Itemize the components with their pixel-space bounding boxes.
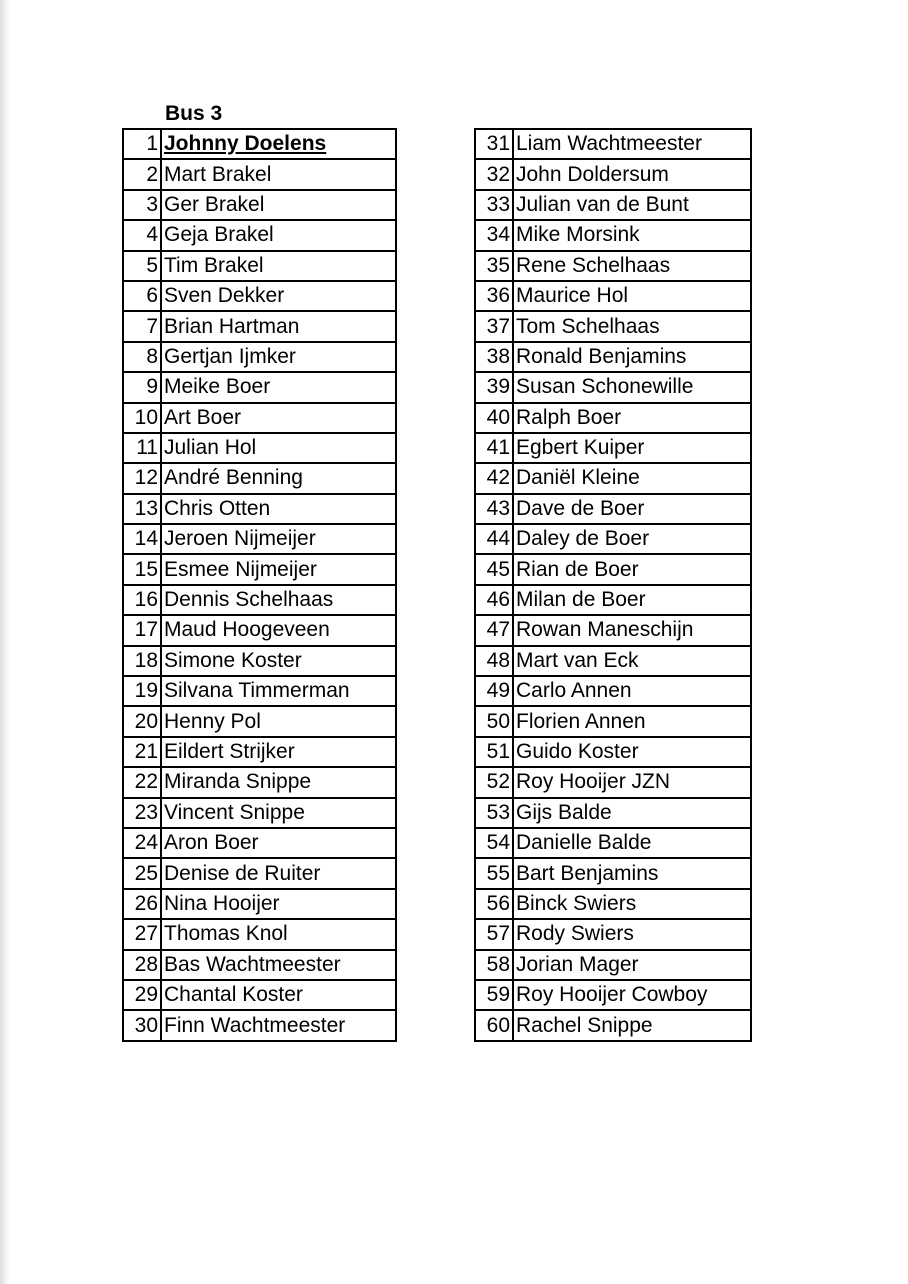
table-row — [123, 372, 396, 402]
seat-number: 10 — [123, 403, 161, 433]
passenger-name: Maud Hoogeveen — [161, 615, 396, 645]
table-row — [123, 950, 396, 980]
table-row — [123, 554, 396, 584]
passenger-name: Finn Wachtmeester — [161, 1010, 396, 1040]
table-row — [475, 798, 751, 828]
seat-number: 12 — [123, 463, 161, 493]
table-row — [475, 281, 751, 311]
seat-number: 27 — [123, 919, 161, 949]
table-row — [475, 706, 751, 736]
passenger-name: John Doldersum — [513, 159, 751, 189]
table-row — [475, 494, 751, 524]
table-row — [475, 220, 751, 250]
seat-number: 49 — [475, 676, 513, 706]
passenger-name: Rian de Boer — [513, 554, 751, 584]
passenger-name: Chris Otten — [161, 494, 396, 524]
seat-number: 2 — [123, 159, 161, 189]
table-row — [123, 919, 396, 949]
page-title: Bus 3 — [165, 102, 223, 125]
seat-number: 38 — [475, 342, 513, 372]
passenger-name: Dave de Boer — [513, 494, 751, 524]
seat-number: 43 — [475, 494, 513, 524]
passenger-name: Simone Koster — [161, 646, 396, 676]
passenger-name: Esmee Nijmeijer — [161, 554, 396, 584]
seat-number: 58 — [475, 950, 513, 980]
seat-number: 50 — [475, 706, 513, 736]
seat-number: 31 — [475, 129, 513, 159]
seat-number: 52 — [475, 767, 513, 797]
table-row — [475, 1010, 751, 1040]
seat-number: 55 — [475, 858, 513, 888]
seat-number: 20 — [123, 706, 161, 736]
table-row — [475, 585, 751, 615]
passenger-table-right — [474, 128, 752, 1042]
seat-number: 16 — [123, 585, 161, 615]
passenger-name: Maurice Hol — [513, 281, 751, 311]
table-row — [123, 646, 396, 676]
table-row — [475, 311, 751, 341]
seat-number: 3 — [123, 190, 161, 220]
table-row — [123, 889, 396, 919]
seat-number: 8 — [123, 342, 161, 372]
table-row — [475, 737, 751, 767]
passenger-name: Brian Hartman — [161, 311, 396, 341]
table-row — [123, 615, 396, 645]
table-row — [123, 676, 396, 706]
passenger-name: Eildert Strijker — [161, 737, 396, 767]
table-row — [123, 585, 396, 615]
passenger-name: Milan de Boer — [513, 585, 751, 615]
table-row — [123, 463, 396, 493]
table-row — [475, 403, 751, 433]
passenger-name: Mike Morsink — [513, 220, 751, 250]
passenger-table-left-body — [123, 129, 396, 1041]
seat-number: 28 — [123, 950, 161, 980]
table-row — [123, 342, 396, 372]
table-row — [475, 767, 751, 797]
seat-number: 48 — [475, 646, 513, 676]
table-row — [123, 220, 396, 250]
table-row — [123, 798, 396, 828]
seat-number: 33 — [475, 190, 513, 220]
passenger-name: Meike Boer — [161, 372, 396, 402]
passenger-table-left — [122, 128, 397, 1042]
table-row — [475, 919, 751, 949]
seat-number: 24 — [123, 828, 161, 858]
passenger-name: Geja Brakel — [161, 220, 396, 250]
table-row — [475, 889, 751, 919]
passenger-name: Thomas Knol — [161, 919, 396, 949]
table-row — [123, 129, 396, 159]
seat-number: 13 — [123, 494, 161, 524]
passenger-name: Tim Brakel — [161, 251, 396, 281]
passenger-name: Egbert Kuiper — [513, 433, 751, 463]
table-row — [475, 646, 751, 676]
seat-number: 41 — [475, 433, 513, 463]
table-row — [475, 190, 751, 220]
passenger-name: Ger Brakel — [161, 190, 396, 220]
passenger-name: Rody Swiers — [513, 919, 751, 949]
seat-number: 14 — [123, 524, 161, 554]
passenger-name: Bart Benjamins — [513, 858, 751, 888]
passenger-name: Jeroen Nijmeijer — [161, 524, 396, 554]
passenger-name: Silvana Timmerman — [161, 676, 396, 706]
seat-number: 42 — [475, 463, 513, 493]
seat-number: 15 — [123, 554, 161, 584]
passenger-name: Danielle Balde — [513, 828, 751, 858]
table-row — [123, 767, 396, 797]
passenger-name: Art Boer — [161, 403, 396, 433]
table-row — [475, 129, 751, 159]
seat-number: 29 — [123, 980, 161, 1010]
seat-number: 19 — [123, 676, 161, 706]
table-row — [123, 828, 396, 858]
seat-number: 34 — [475, 220, 513, 250]
seat-number: 37 — [475, 311, 513, 341]
passenger-name: Rachel Snippe — [513, 1010, 751, 1040]
passenger-name: Sven Dekker — [161, 281, 396, 311]
passenger-name: Roy Hooijer JZN — [513, 767, 751, 797]
table-row — [123, 251, 396, 281]
passenger-name: Dennis Schelhaas — [161, 585, 396, 615]
seat-number: 39 — [475, 372, 513, 402]
table-row — [123, 494, 396, 524]
seat-number: 35 — [475, 251, 513, 281]
seat-number: 5 — [123, 251, 161, 281]
seat-number: 7 — [123, 311, 161, 341]
table-row — [123, 433, 396, 463]
seat-number: 30 — [123, 1010, 161, 1040]
passenger-name: Denise de Ruiter — [161, 858, 396, 888]
passenger-name: Julian Hol — [161, 433, 396, 463]
seat-number: 60 — [475, 1010, 513, 1040]
table-row — [123, 980, 396, 1010]
table-row — [475, 251, 751, 281]
passenger-name: Chantal Koster — [161, 980, 396, 1010]
seat-number: 4 — [123, 220, 161, 250]
seat-number: 54 — [475, 828, 513, 858]
passenger-name: Julian van de Bunt — [513, 190, 751, 220]
passenger-name: Rene Schelhaas — [513, 251, 751, 281]
table-row — [123, 190, 396, 220]
passenger-name: Susan Schonewille — [513, 372, 751, 402]
table-row — [475, 159, 751, 189]
table-row — [475, 342, 751, 372]
table-row — [475, 372, 751, 402]
passenger-name: Daley de Boer — [513, 524, 751, 554]
passenger-name: Vincent Snippe — [161, 798, 396, 828]
seat-number: 26 — [123, 889, 161, 919]
table-row — [123, 706, 396, 736]
passenger-name: Gertjan Ijmker — [161, 342, 396, 372]
table-row — [475, 858, 751, 888]
seat-number: 40 — [475, 403, 513, 433]
passenger-name: Miranda Snippe — [161, 767, 396, 797]
seat-number: 6 — [123, 281, 161, 311]
table-row — [475, 463, 751, 493]
passenger-name: Nina Hooijer — [161, 889, 396, 919]
page-edge-shadow — [0, 0, 10, 1284]
seat-number: 22 — [123, 767, 161, 797]
passenger-name: Jorian Mager — [513, 950, 751, 980]
passenger-name: Binck Swiers — [513, 889, 751, 919]
seat-number: 46 — [475, 585, 513, 615]
table-row — [123, 281, 396, 311]
table-row — [123, 524, 396, 554]
passenger-name: Aron Boer — [161, 828, 396, 858]
passenger-name: Daniël Kleine — [513, 463, 751, 493]
passenger-name: Bas Wachtmeester — [161, 950, 396, 980]
passenger-name: Gijs Balde — [513, 798, 751, 828]
passenger-name: Liam Wachtmeester — [513, 129, 751, 159]
passenger-name: Mart van Eck — [513, 646, 751, 676]
seat-number: 56 — [475, 889, 513, 919]
table-row — [475, 433, 751, 463]
table-row — [123, 1010, 396, 1040]
seat-number: 47 — [475, 615, 513, 645]
seat-number: 59 — [475, 980, 513, 1010]
seat-number: 57 — [475, 919, 513, 949]
seat-number: 11 — [123, 433, 161, 463]
seat-number: 17 — [123, 615, 161, 645]
seat-number: 23 — [123, 798, 161, 828]
seat-number: 1 — [123, 129, 161, 159]
table-row — [123, 737, 396, 767]
passenger-name: Ronald Benjamins — [513, 342, 751, 372]
passenger-name: Guido Koster — [513, 737, 751, 767]
passenger-name: André Benning — [161, 463, 396, 493]
passenger-name: Roy Hooijer Cowboy — [513, 980, 751, 1010]
table-row — [123, 159, 396, 189]
seat-number: 21 — [123, 737, 161, 767]
passenger-name: Tom Schelhaas — [513, 311, 751, 341]
passenger-name: Mart Brakel — [161, 159, 396, 189]
table-row — [123, 858, 396, 888]
seat-number: 25 — [123, 858, 161, 888]
passenger-name: Florien Annen — [513, 706, 751, 736]
passenger-name: Johnny Doelens — [161, 129, 396, 159]
seat-number: 44 — [475, 524, 513, 554]
seat-number: 45 — [475, 554, 513, 584]
passenger-name: Ralph Boer — [513, 403, 751, 433]
table-row — [123, 311, 396, 341]
table-row — [123, 403, 396, 433]
passenger-name: Rowan Maneschijn — [513, 615, 751, 645]
passenger-name: Henny Pol — [161, 706, 396, 736]
table-row — [475, 980, 751, 1010]
seat-number: 18 — [123, 646, 161, 676]
table-row — [475, 828, 751, 858]
seat-number: 36 — [475, 281, 513, 311]
table-row — [475, 524, 751, 554]
seat-number: 51 — [475, 737, 513, 767]
table-row — [475, 615, 751, 645]
seat-number: 9 — [123, 372, 161, 402]
table-row — [475, 676, 751, 706]
passenger-table-right-body — [475, 129, 751, 1041]
passenger-name: Carlo Annen — [513, 676, 751, 706]
seat-number: 53 — [475, 798, 513, 828]
table-row — [475, 950, 751, 980]
seat-number: 32 — [475, 159, 513, 189]
table-row — [475, 554, 751, 584]
